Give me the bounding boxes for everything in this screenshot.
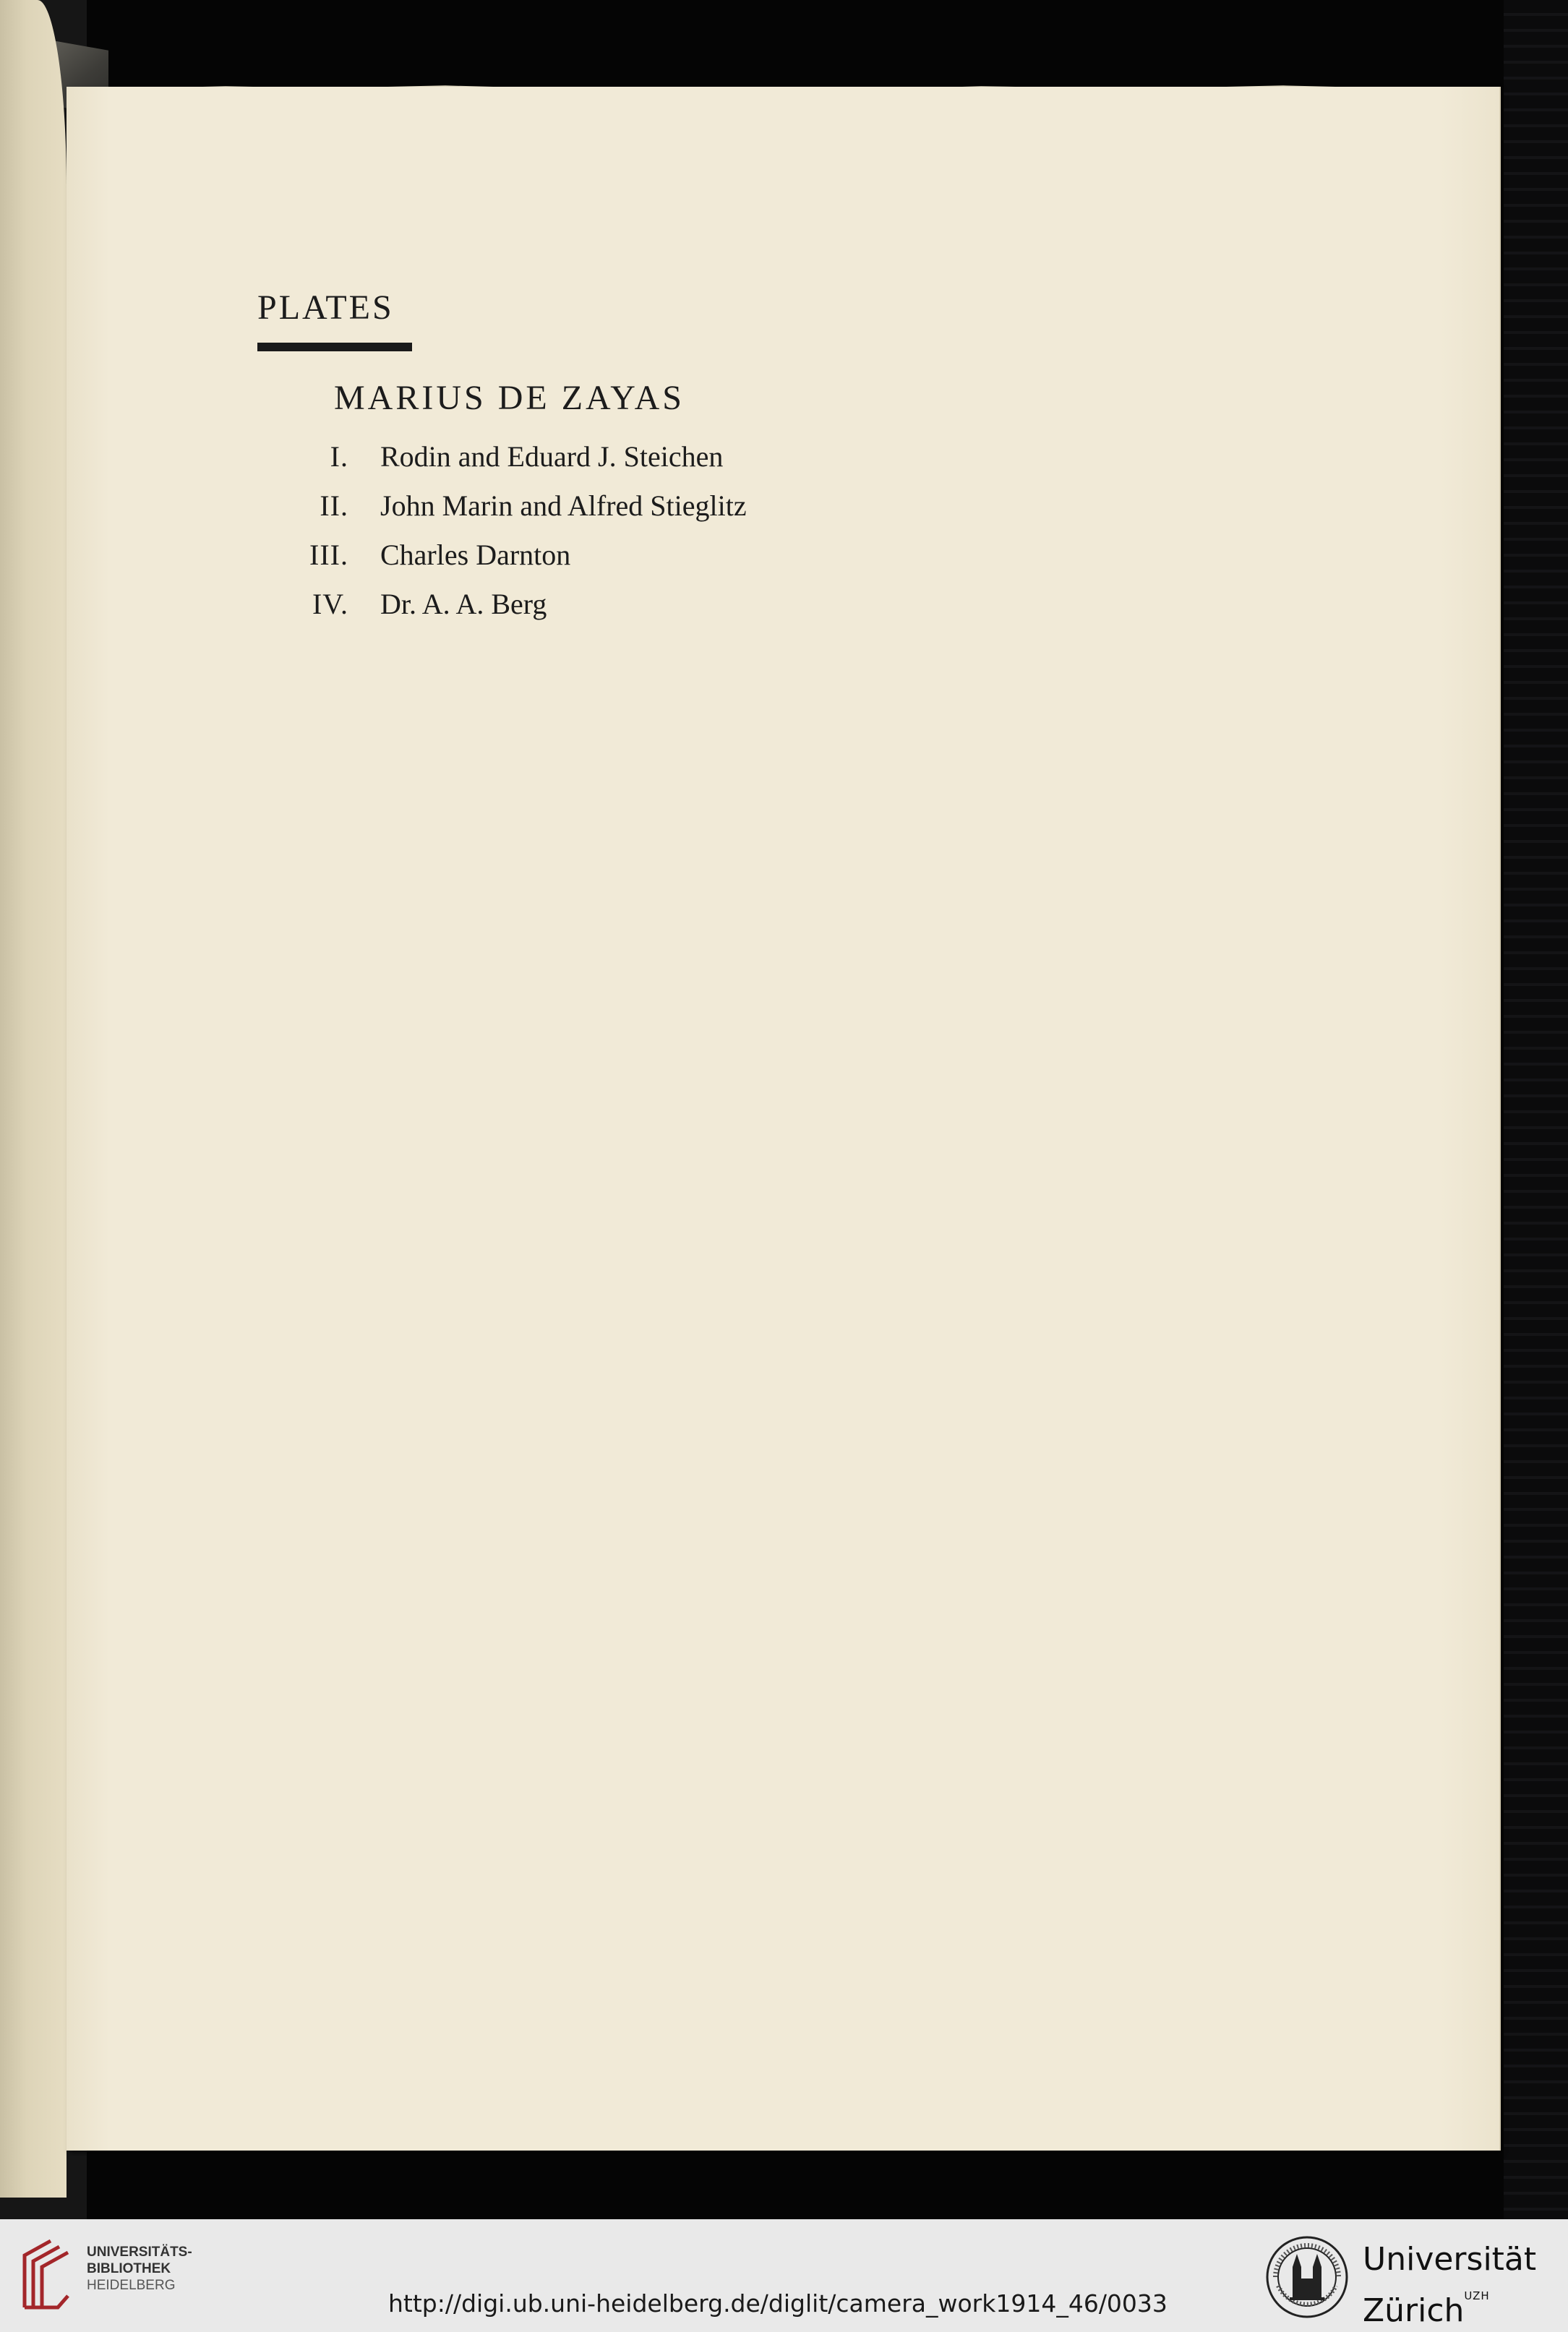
library-name-line: BIBLIOTHEK [87, 2261, 171, 2276]
plate-numeral: III. [309, 539, 348, 571]
heading-underline [257, 343, 412, 351]
library-name[interactable] [87, 2244, 192, 2294]
plate-numeral: I. [330, 440, 348, 473]
university-name-line [1363, 2277, 1536, 2330]
ub-heidelberg-logo-icon[interactable] [16, 2237, 72, 2312]
library-name-line: HEIDELBERG [87, 2278, 176, 2293]
university-name-line: Universität [1363, 2241, 1537, 2278]
university-city: Zürich [1363, 2292, 1465, 2329]
university-abbreviation: UZH [1464, 2289, 1490, 2302]
plate-title: Dr. A. A. Berg [380, 588, 547, 620]
viewer-footer [0, 2219, 1568, 2332]
book-page [67, 87, 1499, 2151]
plate-numeral: IV. [312, 588, 348, 620]
page-heading: PLATES [257, 288, 394, 327]
permalink-url[interactable]: http://digi.ub.uni-heidelberg.de/diglit/camera_work1914_46/0033 [388, 2289, 1168, 2318]
plate-numeral: II. [320, 489, 348, 522]
uzh-seal-icon[interactable] [1265, 2235, 1349, 2319]
previous-page-edge [0, 0, 67, 2198]
university-name[interactable] [1363, 2242, 1536, 2330]
plate-title: Rodin and Eduard J. Steichen [380, 440, 724, 473]
plate-title: Charles Darnton [380, 539, 571, 571]
book-cover-right [1504, 0, 1568, 2219]
library-name-line: UNIVERSITÄTS- [87, 2245, 192, 2260]
artist-name: MARIUS DE ZAYAS [334, 379, 685, 417]
plate-title: John Marin and Alfred Stieglitz [380, 489, 747, 522]
